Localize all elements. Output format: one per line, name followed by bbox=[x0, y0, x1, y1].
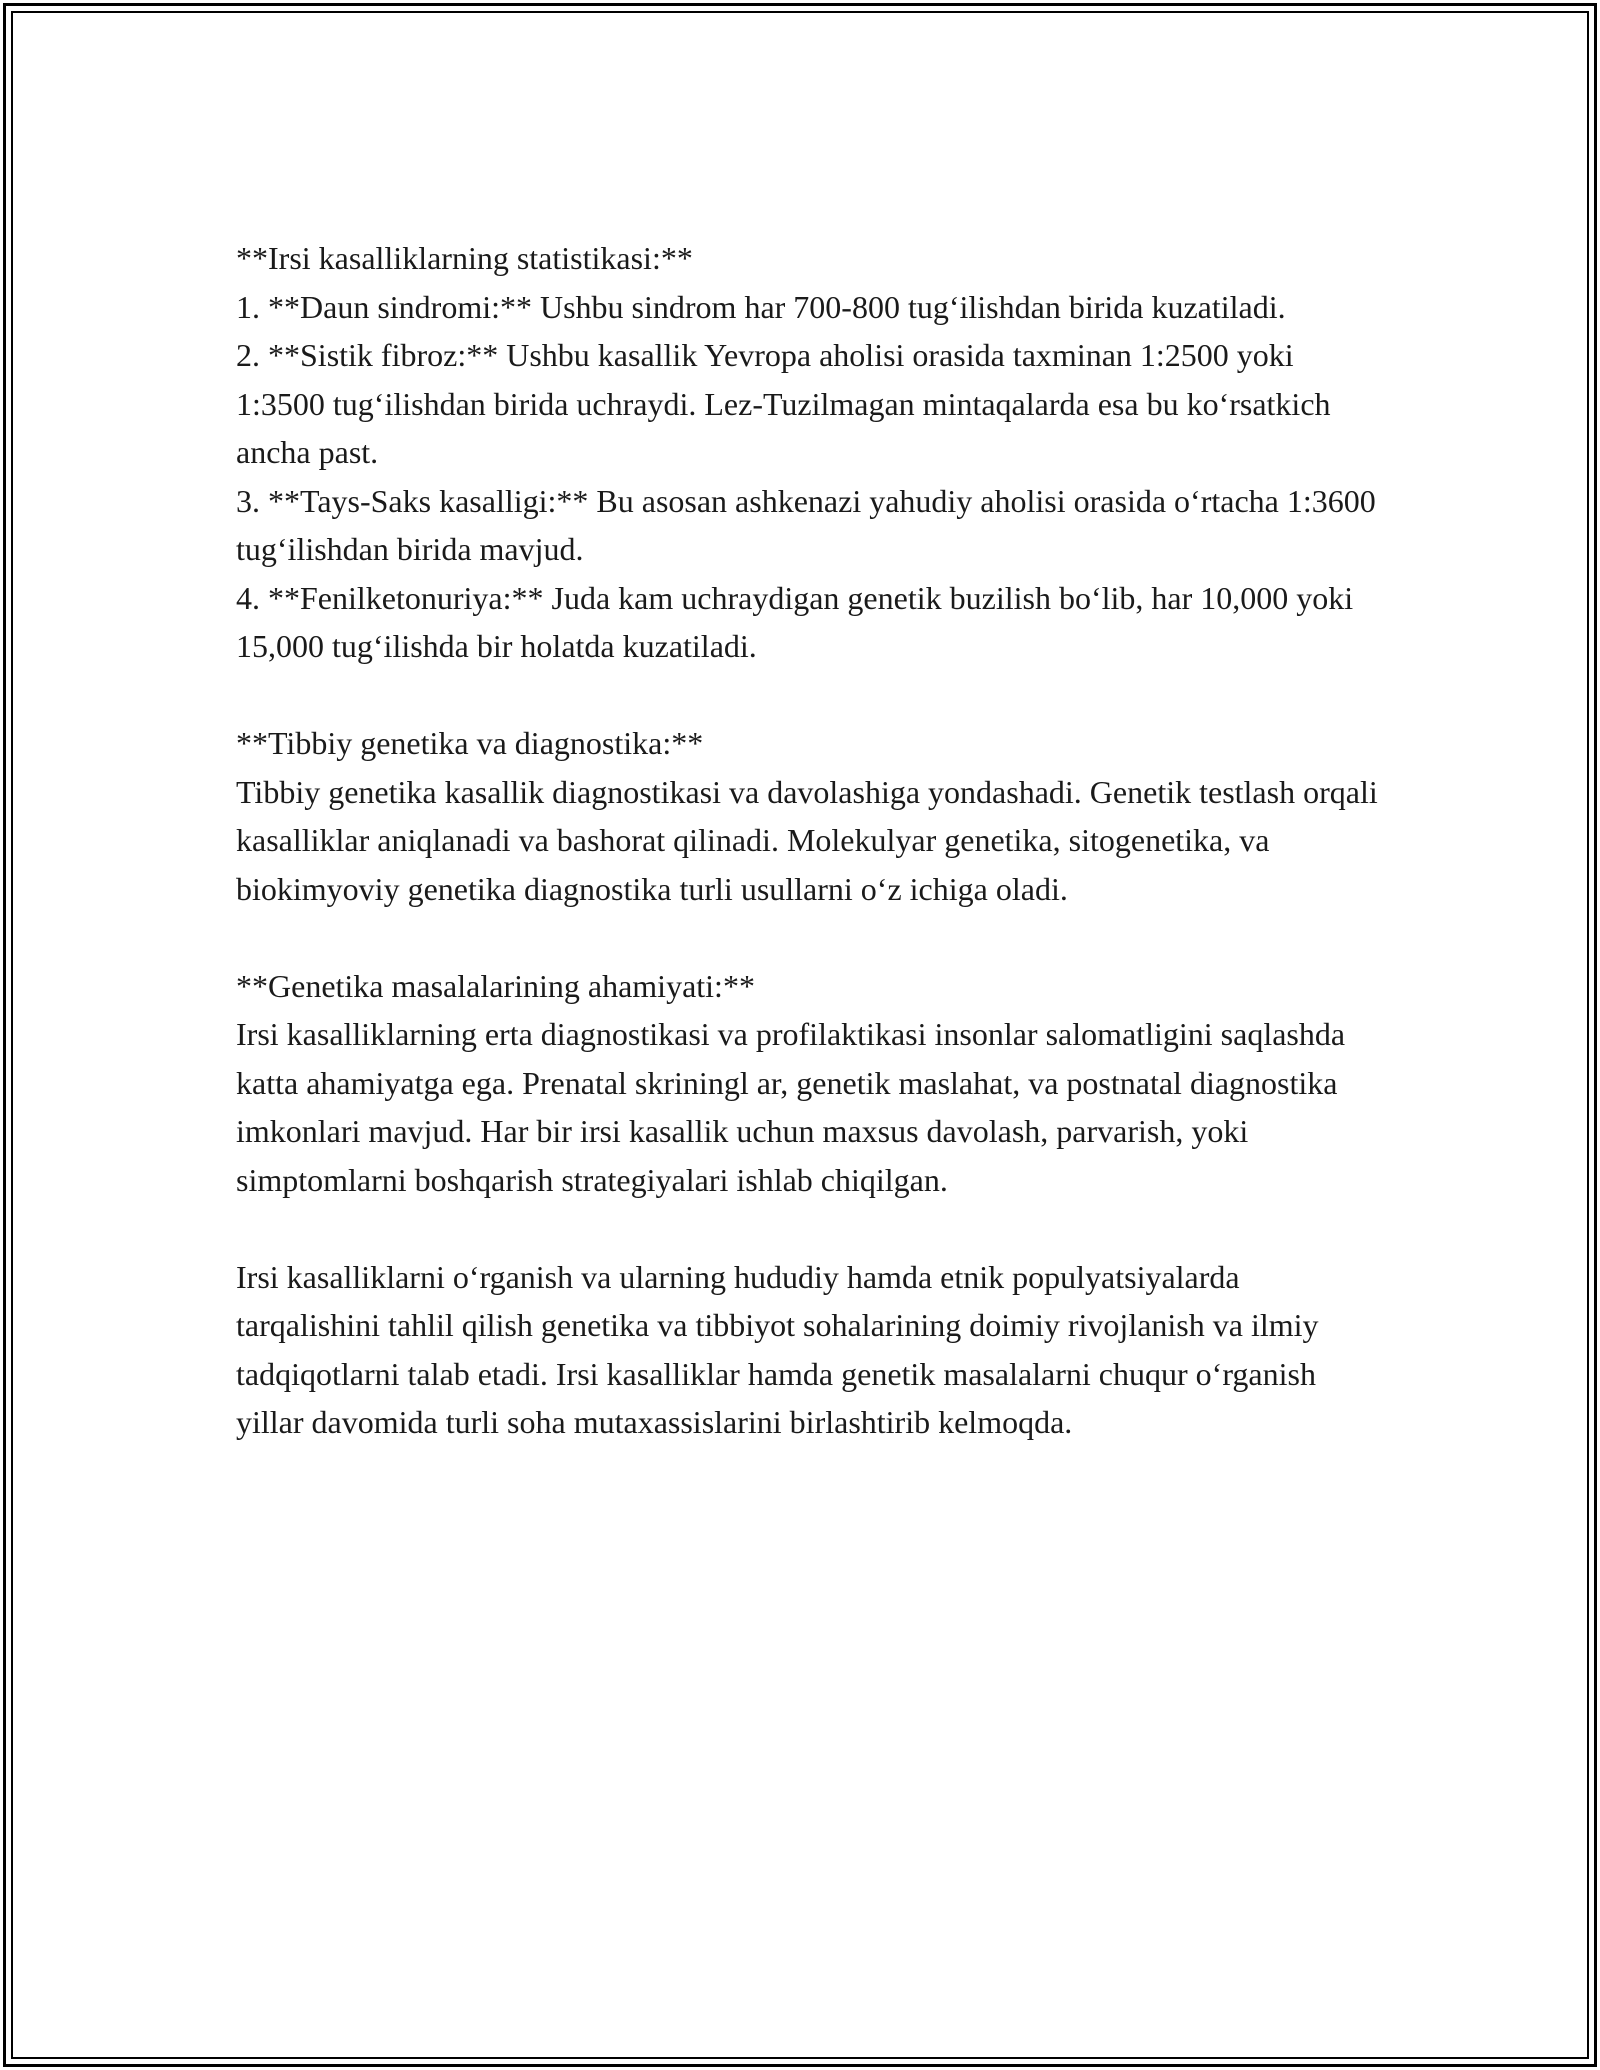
paragraph-spacer bbox=[236, 1204, 1386, 1253]
statistics-item-phenylketonuria: 4. **Fenilketonuriya:** Juda kam uchraydigan genetik buzilish bo‘lib, har 10,000 yoki 15,000 tug‘ilishda bir holatda kuzatiladi. bbox=[236, 579, 1354, 664]
paragraph-spacer bbox=[236, 671, 1386, 720]
importance-paragraph: Irsi kasalliklarning erta diagnostikasi va profilaktikasi insonlar salomatligini saqlashda katta ahamiyatga ega. Prenatal skriningl ar, genetik maslahat, va postnatal diagnostika imkonlari mavjud. Har bir irsi kasallik uchun maxsus davolash, parvarish, yoki simptomlarni boshqarish strategiyalari ishlab chiqilgan. bbox=[236, 1016, 1346, 1198]
diagnostics-heading: **Tibbiy genetika va diagnostika:** bbox=[236, 725, 704, 761]
document-body bbox=[236, 234, 1386, 1447]
paragraph-spacer bbox=[236, 913, 1386, 962]
statistics-heading: **Irsi kasalliklarning statistikasi:** bbox=[236, 240, 693, 276]
importance-heading: **Genetika masalalarining ahamiyati:** bbox=[236, 967, 755, 1004]
statistics-item-tay-sachs: 3. **Tays-Saks kasalligi:** Bu asosan ashkenazi yahudiy aholisi orasida o‘rtacha 1:3600 tug‘ilishdan birida mavjud. bbox=[236, 482, 1376, 567]
statistics-item-down-syndrome: 1. **Daun sindromi:** Ushbu sindrom har 700-800 tug‘ilishdan birida kuzatiladi. bbox=[236, 288, 1286, 325]
conclusion-paragraph: Irsi kasalliklarni o‘rganish va ularning hududiy hamda etnik populyatsiyalarda tarqalishini tahlil qilish genetika va tibbiyot sohalarining doimiy rivojlanish va ilmiy tadqiqotlarni talab etadi. Irsi kasalliklar hamda genetik masalalarni chuqur o‘rganish yillar davomida turli soha mutaxassislarini birlashtirib kelmoqda. bbox=[236, 1258, 1319, 1440]
statistics-item-cystic-fibrosis: 2. **Sistik fibroz:** Ushbu kasallik Yevropa aholisi orasida taxminan 1:2500 yoki 1:3500 tug‘ilishdan birida uchraydi. Lez-Tuzilmagan mintaqalarda esa bu ko‘rsatkich ancha past. bbox=[236, 337, 1331, 470]
diagnostics-paragraph: Tibbiy genetika kasallik diagnostikasi va davolashiga yondashadi. Genetik testlash orqali kasalliklar aniqlanadi va bashorat qilinadi. Molekulyar genetika, sitogenetika, va biokimyoviy genetika diagnostika turli usullarni o‘z ichiga oladi. bbox=[236, 773, 1378, 907]
